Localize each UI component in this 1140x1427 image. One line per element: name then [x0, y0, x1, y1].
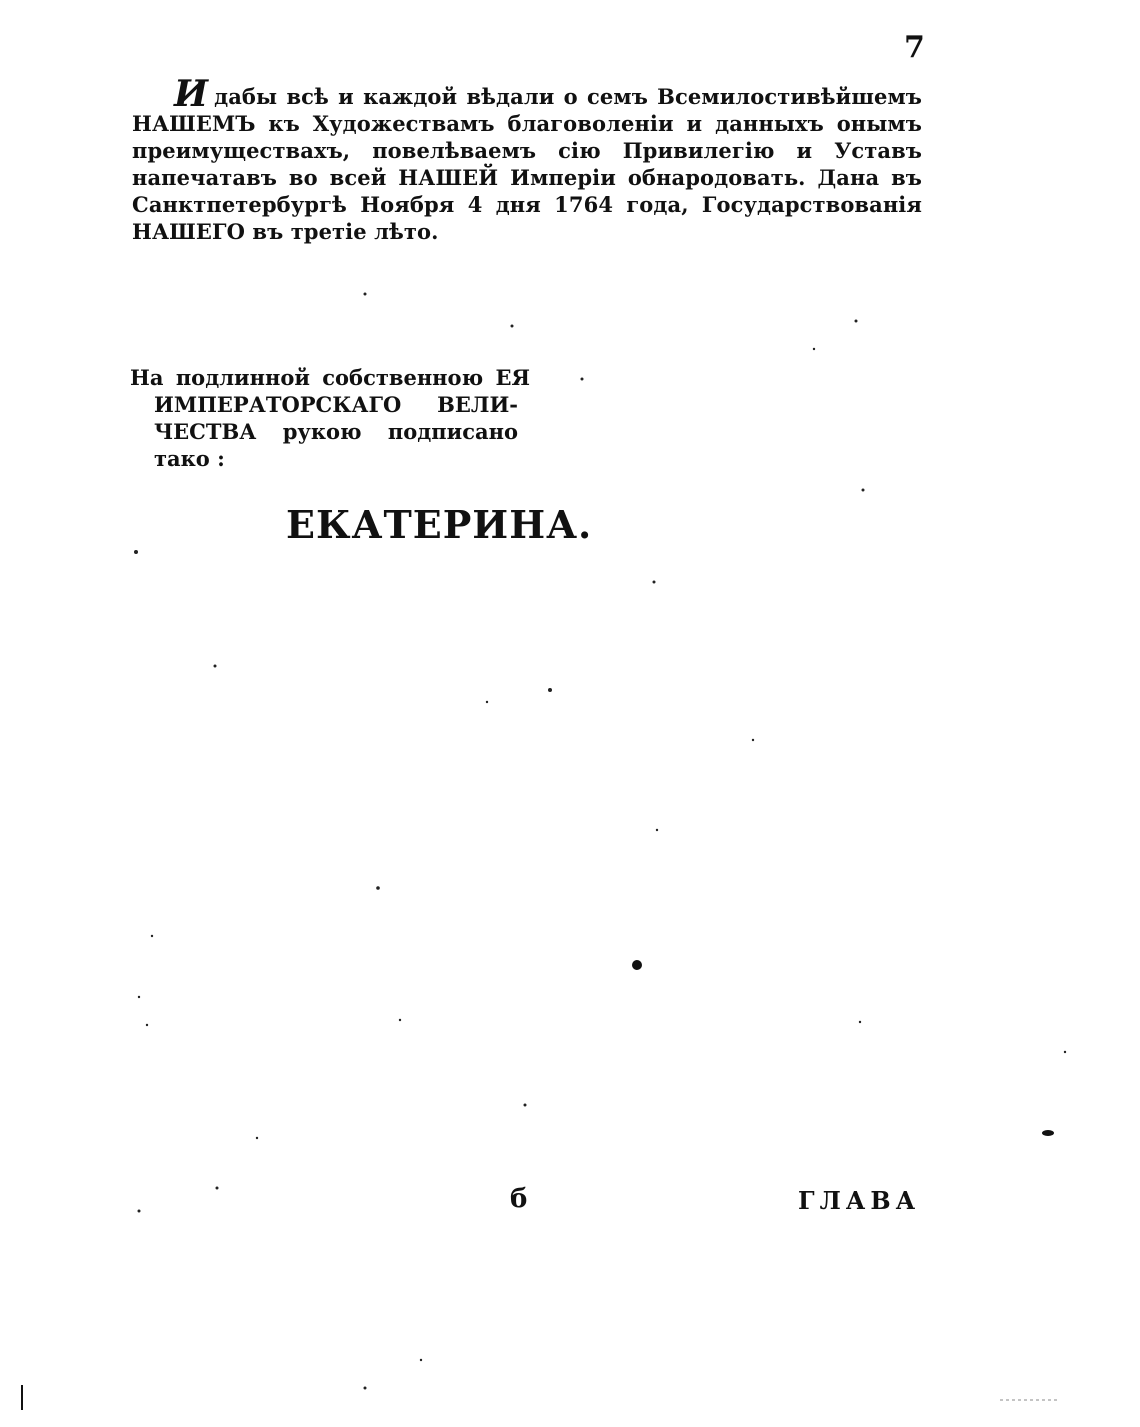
signature-mark: б [510, 1184, 528, 1214]
signature-note-line: тако : [154, 446, 225, 471]
paragraph-text: дабы всѣ и каждой вѣдали о семъ Всемилостивѣйшемъ НАШЕМЪ къ Художествамъ благоволенiи и данныхъ онымъ преимуществахъ, повелѣваемъ сiю Привилегiю и Уставъ напечатавъ во всей НАШЕЙ Имперiи обнародовать. Дана въ Санктпетербургѣ Ноября 4 дня 1764 года, Государствованiя НАШЕГО въ третiе лѣто. [132, 84, 922, 244]
signature-note [130, 364, 530, 472]
signature-note-line: ЧЕСТВА рукою подписано [154, 419, 518, 444]
signature-note-line: ИМПЕРАТОРСКАГО ВЕЛИ- [154, 392, 518, 417]
drop-initial: И [174, 73, 209, 115]
main-paragraph [132, 73, 922, 245]
imperial-signature: ЕКАТЕРИНА. [286, 502, 593, 547]
page-number: 7 [904, 30, 925, 65]
catchword: ГЛАВА [798, 1186, 921, 1215]
signature-note-line: На подлинной собственною ЕЯ [130, 365, 530, 390]
